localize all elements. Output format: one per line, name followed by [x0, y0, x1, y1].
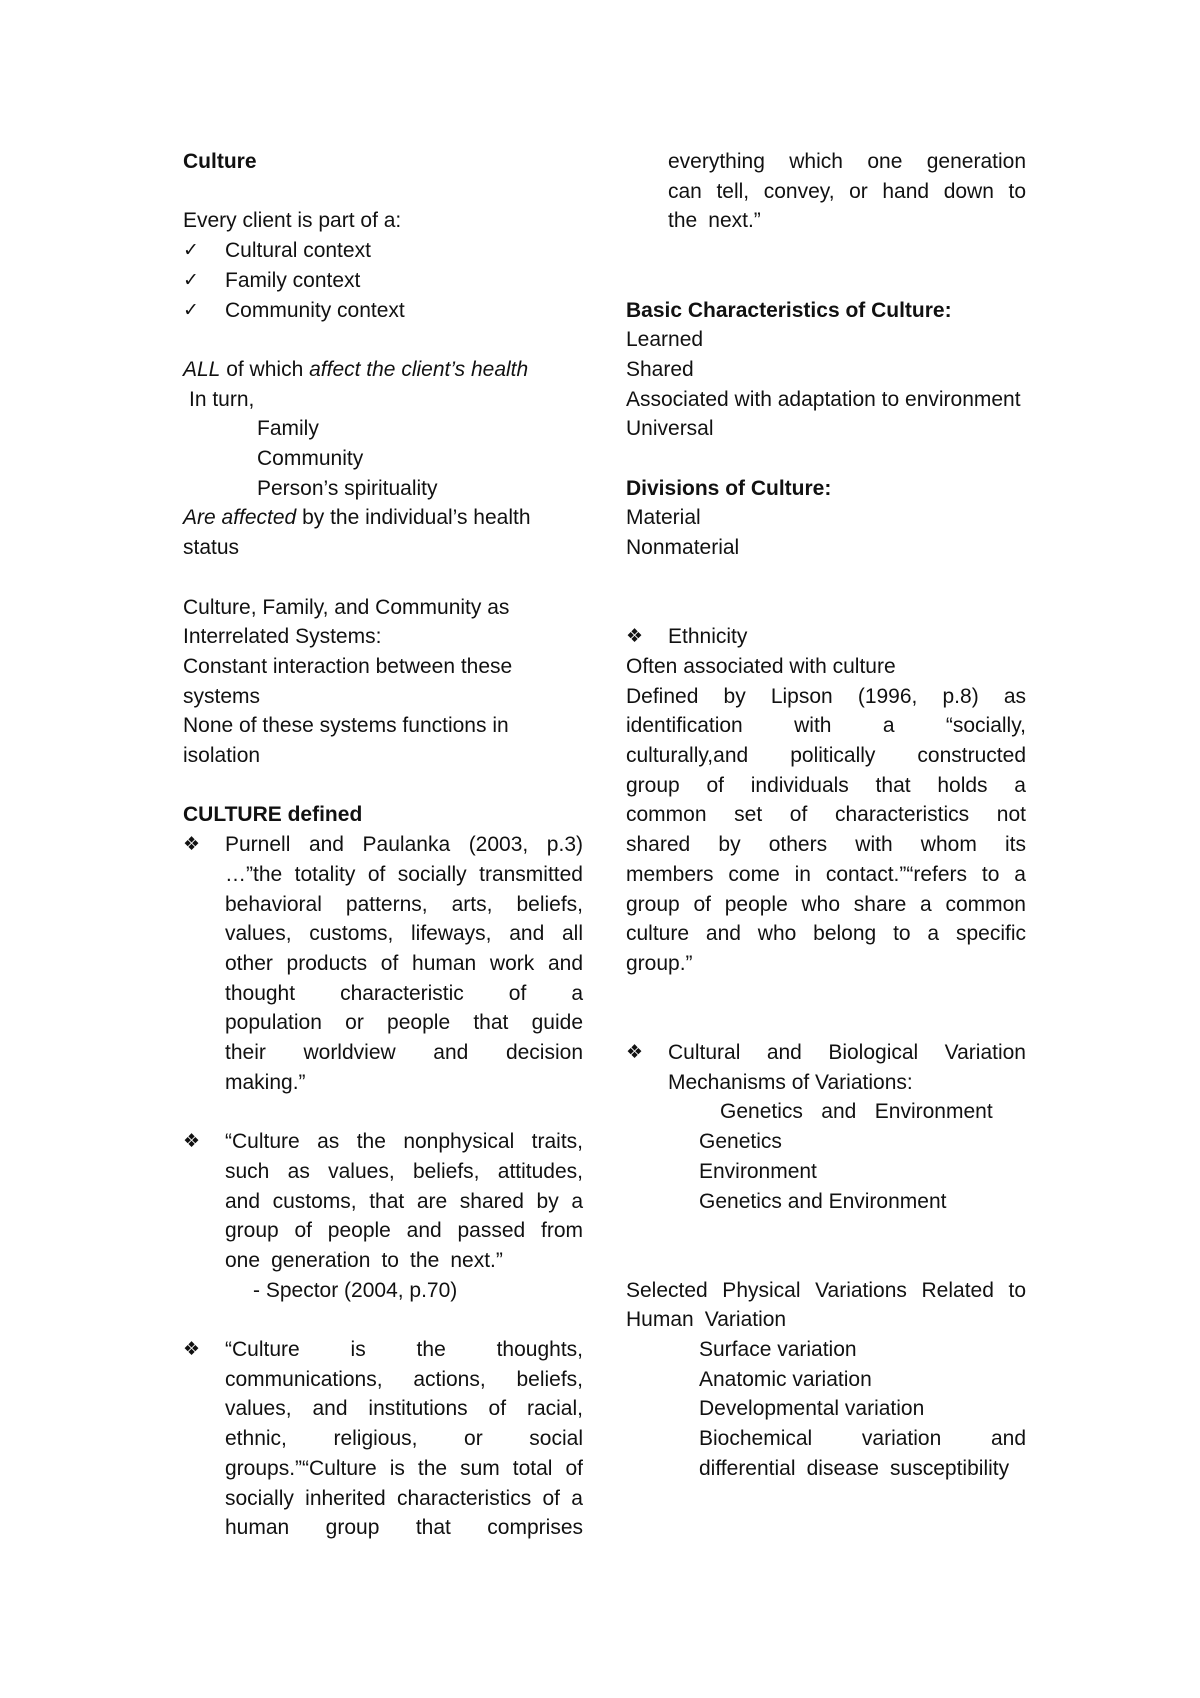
- interrelated-line: None of these systems functions in isolation: [183, 714, 509, 768]
- definition-text: “Culture as the nonphysical traits, such as values, beliefs, attitudes, and customs, that are shared by a group of people and passed from one generation to the next.”: [225, 1130, 583, 1272]
- definition-attribution: - Spector (2004, p.70): [253, 1278, 458, 1302]
- ethnicity-line: Often associated with culture: [626, 654, 896, 678]
- ethnicity-item: [626, 622, 1026, 652]
- variation-item: [626, 1038, 1026, 1068]
- checkmark-icon: ✓: [183, 298, 199, 321]
- variation-list-item: Environment: [699, 1159, 817, 1183]
- definition-item: [183, 1335, 583, 1543]
- list-item-label: Community context: [225, 298, 405, 322]
- left-column: [183, 147, 583, 1543]
- interrelated-line: Constant interaction between these systems: [183, 654, 513, 708]
- list-item: [183, 266, 583, 296]
- list-item-label: Family context: [225, 268, 361, 292]
- basic-characteristics-heading: Basic Characteristics of Culture:: [626, 298, 952, 322]
- variation-subtitle: Mechanisms of Variations:: [668, 1070, 913, 1094]
- affected-item: Person’s spirituality: [257, 476, 438, 500]
- physical-variation-item: Surface variation: [699, 1338, 857, 1362]
- variation-main: Genetics and Environment: [720, 1100, 993, 1124]
- definition-text: “Culture is the thoughts, communications, actions, beliefs, values, and institutions of racial, ethnic, religious, or social groups.”“Culture is the sum total of socially inherited characteristics of a human group that comprises: [225, 1338, 583, 1540]
- definition-text: Purnell and Paulanka (2003, p.3) …”the totality of socially transmitted behavioral patterns, arts, beliefs, values, customs, lifeways, and all other products of human work and thought characteristic of a population or people that guide their worldview and decision making.”: [225, 833, 583, 1094]
- list-item-label: Cultural context: [225, 239, 371, 263]
- affected-item: Family: [257, 417, 319, 441]
- list-item: [183, 296, 583, 326]
- characteristic-item: Shared: [626, 357, 694, 381]
- right-column: [626, 147, 1026, 1484]
- culture-defined-heading: CULTURE defined: [183, 803, 363, 827]
- division-item: Nonmaterial: [626, 536, 740, 560]
- ethnicity-definition: Defined by Lipson (1996, p.8) as identification with a “socially, culturally,and politically constructed group of individuals that holds a common set of characteristics not shared by others with whom its members come in contact.”“refers to a group of people who share a common culture and who belong to a specific group.”: [626, 684, 1026, 975]
- physical-variation-item: Biochemical variation and differential disease susceptibility: [699, 1427, 1026, 1480]
- characteristic-item: Associated with adaptation to environment: [626, 387, 1021, 411]
- diamond-bullet-icon: ❖: [626, 1041, 644, 1064]
- definition-item: [183, 830, 583, 1097]
- checkmark-icon: ✓: [183, 239, 199, 262]
- diamond-bullet-icon: ❖: [183, 833, 201, 856]
- are-affected-line: Are affected by the individual’s health status: [183, 506, 531, 560]
- definition-item: [183, 1127, 583, 1276]
- characteristic-item: Universal: [626, 417, 714, 441]
- physical-variation-item: Developmental variation: [699, 1397, 925, 1421]
- section-title-culture: Culture: [183, 150, 257, 173]
- all-affect-line: ALL of which affect the client’s health: [183, 357, 529, 381]
- variation-list-item: Genetics and Environment: [699, 1189, 947, 1213]
- interrelated-heading: Culture, Family, and Community as Interrelated Systems:: [183, 595, 510, 649]
- variation-title: Cultural and Biological Variation: [668, 1041, 1026, 1065]
- diamond-bullet-icon: ❖: [626, 625, 644, 648]
- physical-variations-heading: Selected Physical Variations Related to Human Variation: [626, 1278, 1026, 1332]
- division-item: Material: [626, 506, 701, 530]
- variation-list-item: Genetics: [699, 1130, 782, 1154]
- characteristic-item: Learned: [626, 328, 704, 352]
- in-turn-line: In turn,: [189, 387, 255, 411]
- list-item: [183, 236, 583, 266]
- physical-variation-item: Anatomic variation: [699, 1367, 872, 1391]
- intro-text: Every client is part of a:: [183, 209, 402, 233]
- ethnicity-title: Ethnicity: [668, 625, 748, 649]
- continuation-text: everything which one generation can tell, convey, or hand down to the next.”: [668, 150, 1026, 233]
- checkmark-icon: ✓: [183, 268, 199, 291]
- diamond-bullet-icon: ❖: [183, 1338, 201, 1361]
- affected-item: Community: [257, 447, 364, 470]
- divisions-heading: Divisions of Culture:: [626, 476, 832, 500]
- diamond-bullet-icon: ❖: [183, 1130, 201, 1153]
